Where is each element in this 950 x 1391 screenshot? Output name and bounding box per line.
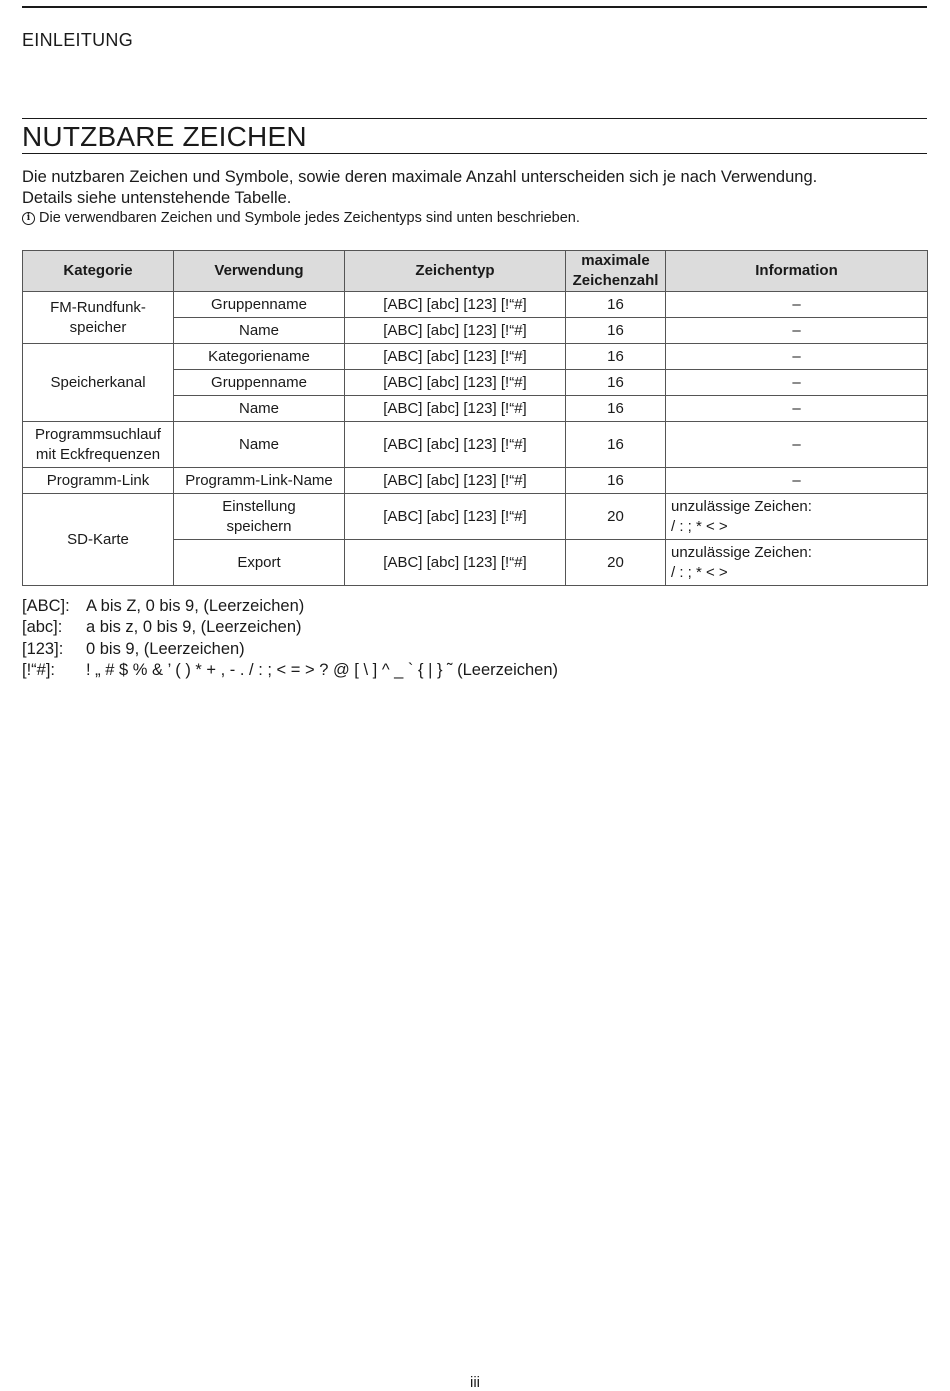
legend-value: 0 bis 9, (Leerzeichen) <box>86 639 245 658</box>
cell-max: 16 <box>566 422 666 468</box>
cell-verwendung: Name <box>174 318 345 344</box>
category-programm-link: Programm-Link <box>23 468 174 494</box>
category-fm-rundfunkspeicher <box>23 292 174 344</box>
category-line: Programmsuchlauf <box>35 425 161 443</box>
table-row <box>23 344 928 370</box>
legend-key: [123]: <box>22 639 64 658</box>
legend-item <box>22 639 558 660</box>
header-maximale-zeichenzahl <box>566 251 666 292</box>
cell-zeichentyp: [ABC] [abc] [123] [!“#] <box>345 422 566 468</box>
cell-line: / : ; * < > <box>671 563 728 581</box>
cell-verwendung: Name <box>174 422 345 468</box>
cell-information: – <box>666 468 928 494</box>
table-row <box>23 468 928 494</box>
cell-zeichentyp: [ABC] [abc] [123] [!“#] <box>345 292 566 318</box>
info-note-text: Die verwendbaren Zeichen und Symbole jedes Zeichentyps sind unten beschrieben. <box>39 210 580 226</box>
category-line: speicher <box>69 318 127 336</box>
cell-information: – <box>666 422 928 468</box>
cell-max: 16 <box>566 318 666 344</box>
info-note <box>22 209 580 227</box>
cell-zeichentyp: [ABC] [abc] [123] [!“#] <box>345 540 566 586</box>
cell-line: / : ; * < > <box>671 517 728 535</box>
table-header-row <box>23 251 928 292</box>
cell-information <box>666 540 928 586</box>
cell-max: 16 <box>566 370 666 396</box>
cell-zeichentyp: [ABC] [abc] [123] [!“#] <box>345 494 566 540</box>
section-title: NUTZBARE ZEICHEN <box>22 121 307 152</box>
intro-line-1: Die nutzbaren Zeichen und Symbole, sowie deren maximale Anzahl unterscheiden sich je nach Verwendung. <box>22 168 818 186</box>
cell-max: 16 <box>566 396 666 422</box>
cell-verwendung <box>174 494 345 540</box>
cell-verwendung: Export <box>174 540 345 586</box>
legend-item <box>22 596 558 617</box>
category-programmsuchlauf <box>23 422 174 468</box>
cell-verwendung: Programm-Link-Name <box>174 468 345 494</box>
cell-information: – <box>666 396 928 422</box>
header-kategorie: Kategorie <box>23 251 174 292</box>
table-row <box>23 292 928 318</box>
cell-verwendung: Name <box>174 396 345 422</box>
intro-line-2: Details siehe untenstehende Tabelle. <box>22 189 292 207</box>
info-icon: i <box>22 212 35 225</box>
cell-max: 16 <box>566 292 666 318</box>
cell-information <box>666 494 928 540</box>
legend-item <box>22 617 558 638</box>
title-rule-bottom <box>22 153 927 154</box>
intro-paragraph <box>22 167 927 209</box>
legend-key: [ABC]: <box>22 597 70 615</box>
legend-value: ! „ # $ % & ’ ( ) * + , - . / : ; < = > ? @ [ \ ] ^ _ ` { | } ˜ (Leerzeichen) <box>86 660 559 679</box>
cell-information: – <box>666 370 928 396</box>
page-number: iii <box>470 1374 480 1391</box>
cell-max: 20 <box>566 540 666 586</box>
header-max-line2: Zeichenzahl <box>572 272 659 289</box>
cell-verwendung: Gruppenname <box>174 370 345 396</box>
cell-zeichentyp: [ABC] [abc] [123] [!“#] <box>345 318 566 344</box>
legend-key: [abc]: <box>22 618 63 637</box>
character-table <box>22 250 928 586</box>
table-row <box>23 422 928 468</box>
cell-line: unzulässige Zeichen: <box>671 497 812 515</box>
cell-verwendung: Kategoriename <box>174 344 345 370</box>
legend-value: A bis Z, 0 bis 9, (Leerzeichen) <box>86 597 305 615</box>
table-row <box>23 494 928 540</box>
top-rule <box>22 6 927 8</box>
category-speicherkanal: Speicherkanal <box>23 344 174 422</box>
cell-max: 20 <box>566 494 666 540</box>
legend-item <box>22 660 558 681</box>
cell-max: 16 <box>566 344 666 370</box>
title-rule-top <box>22 118 927 119</box>
category-line: FM-Rundfunk- <box>50 298 146 316</box>
header-max-line1: maximale <box>581 252 650 269</box>
cell-line: unzulässige Zeichen: <box>671 543 812 561</box>
legend-key: [!“#]: <box>22 660 56 679</box>
cell-information: – <box>666 344 928 370</box>
cell-zeichentyp: [ABC] [abc] [123] [!“#] <box>345 396 566 422</box>
legend-value: a bis z, 0 bis 9, (Leerzeichen) <box>86 618 302 637</box>
category-line: mit Eckfrequenzen <box>35 445 161 463</box>
header-zeichentyp: Zeichentyp <box>345 251 566 292</box>
header-verwendung: Verwendung <box>174 251 345 292</box>
cell-zeichentyp: [ABC] [abc] [123] [!“#] <box>345 344 566 370</box>
cell-information: – <box>666 318 928 344</box>
running-head: EINLEITUNG <box>22 30 134 50</box>
cell-line: speichern <box>226 517 292 535</box>
character-type-legend <box>22 596 558 681</box>
header-information: Information <box>666 251 928 292</box>
cell-max: 16 <box>566 468 666 494</box>
cell-zeichentyp: [ABC] [abc] [123] [!“#] <box>345 370 566 396</box>
cell-information: – <box>666 292 928 318</box>
cell-zeichentyp: [ABC] [abc] [123] [!“#] <box>345 468 566 494</box>
cell-line: Einstellung <box>222 497 296 515</box>
category-sd-karte: SD-Karte <box>23 494 174 586</box>
cell-verwendung: Gruppenname <box>174 292 345 318</box>
